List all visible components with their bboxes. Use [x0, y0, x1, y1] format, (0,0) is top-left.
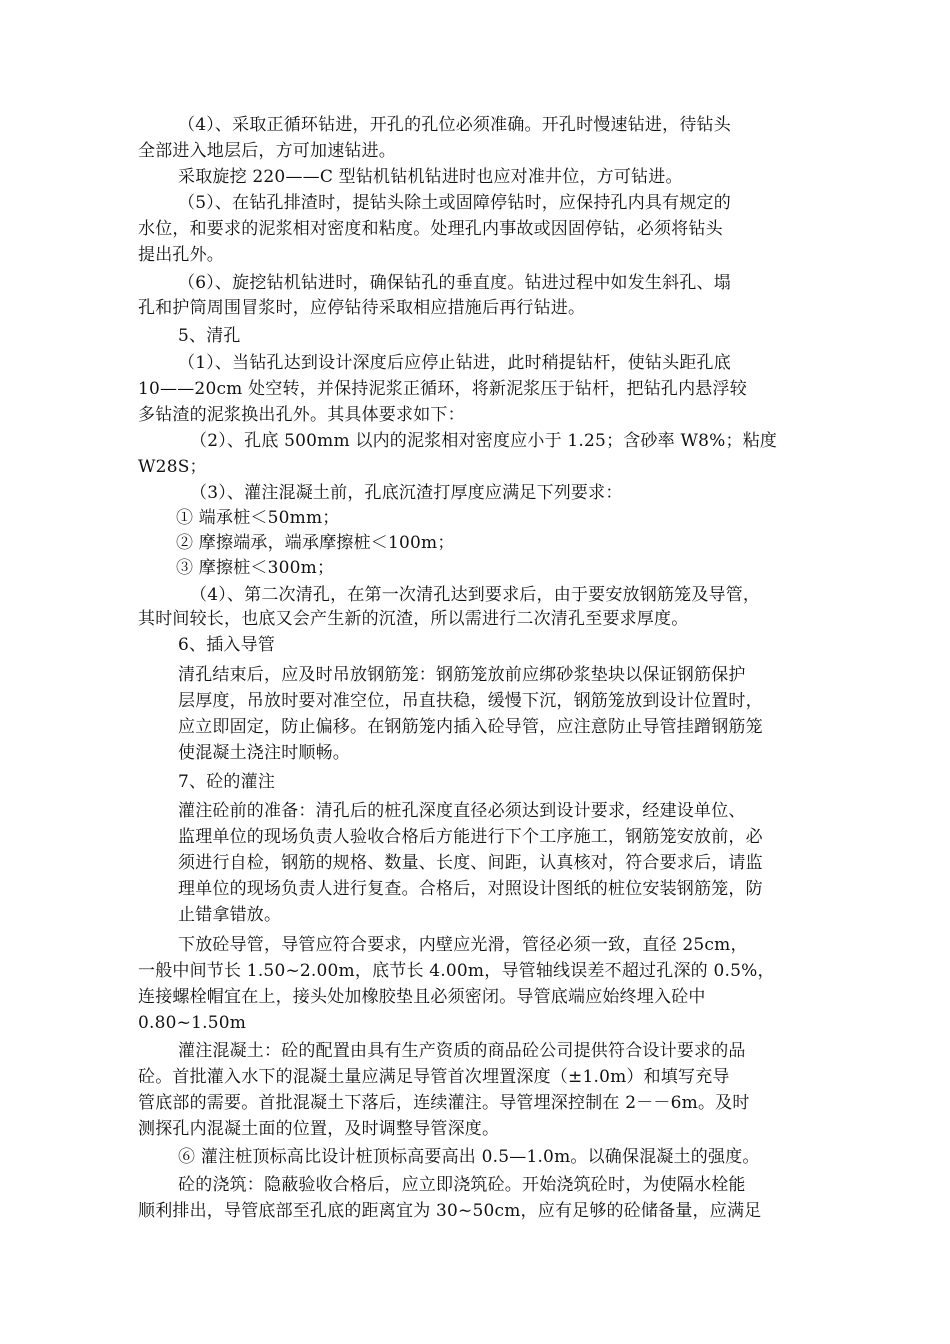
text-line: 多钻渣的泥浆换出孔外。其具体要求如下：: [138, 405, 465, 425]
text-line: 灌注砼前的准备：清孔后的桩孔深度直径必须达到设计要求，经建设单位、: [178, 801, 746, 821]
text-line: （4）、采取正循环钻进，开孔的孔位必须准确。开孔时慢速钻进，待钻头: [178, 115, 731, 135]
text-line: 连接螺栓帽宜在上，接头处加橡胶垫且必须密闭。导管底端应始终埋入砼中: [138, 987, 706, 1007]
text-line: 应立即固定，防止偏移。在钢筋笼内插入砼导管，应注意防止导管挂蹭钢筋笼: [178, 717, 763, 737]
text-line: （3）、灌注混凝土前，孔底沉渣打厚度应满足下列要求：: [190, 483, 623, 503]
list-item: ② 摩擦端承，端承摩擦桩＜100m；: [176, 533, 455, 553]
text-line: 使混凝土浇注时顺畅。: [178, 743, 350, 763]
text-line: 全部进入地层后，方可加速钻进。: [138, 141, 396, 161]
text-line: 水位，和要求的泥浆相对密度和粘度。处理孔内事故或因固停钻，必须将钻头: [138, 219, 723, 239]
section-heading: 7、砼的灌注: [178, 772, 276, 792]
text-line: 止错拿错放。: [178, 905, 282, 925]
text-line: （2）、孔底 500mm 以内的泥浆相对密度应小于 1.25；含砂率 W8%；粘度: [190, 431, 778, 451]
text-line: 0.80~1.50m: [138, 1013, 247, 1033]
text-line: 砼。首批灌入水下的混凝土量应满足导管首次埋置深度（±1.0m）和填写充导: [138, 1067, 730, 1087]
text-line: 层厚度，吊放时要对准空位，吊直扶稳，缓慢下沉，钢筋笼放到设计位置时，: [178, 691, 763, 711]
text-line: 监理单位的现场负责人验收合格后方能进行下个工序施工，钢筋笼安放前，必: [178, 827, 763, 847]
text-line: ⑥ 灌注桩顶标高比设计桩顶标高要高出 0.5—1.0m。以确保混凝土的强度。: [178, 1147, 760, 1167]
text-line: 一般中间节长 1.50~2.00m，底节长 4.00m，导管轴线误差不超过孔深的 0.5%，: [138, 961, 775, 981]
text-line: 须进行自检，钢筋的规格、数量、长度、间距，认真核对，符合要求后，请监: [178, 853, 763, 873]
text-line: 下放砼导管，导管应符合要求，内壁应光滑，管径必须一致，直径 25cm，: [178, 935, 748, 955]
section-heading: 6、插入导管: [178, 635, 276, 655]
section-heading: 5、清孔: [178, 326, 241, 346]
text-line: 理单位的现场负责人进行复查。合格后，对照设计图纸的桩位安装钢筋笼，防: [178, 879, 763, 899]
text-line: 提出孔外。: [138, 245, 224, 265]
text-line: 10——20cm 处空转，并保持泥浆正循环，将新泥浆压于钻杆，把钻孔内悬浮较: [138, 379, 747, 399]
text-line: （5）、在钻孔排渣时，提钻头除土或固障停钻时，应保持孔内具有规定的: [178, 193, 731, 213]
text-line: 孔和护筒周围冒浆时，应停钻待采取相应措施后再行钻进。: [138, 298, 586, 318]
list-item: ③ 摩擦桩＜300m；: [176, 558, 335, 578]
text-line: 管底部的需要。首批混凝土下落后，连续灌注。导管埋深控制在 2－－6m。及时: [138, 1093, 750, 1113]
text-line: 测探孔内混凝土面的位置，及时调整导管深度。: [138, 1119, 500, 1139]
list-item: ① 端承桩＜50mm；: [176, 508, 340, 528]
text-line: W28S；: [138, 457, 207, 477]
text-line: （4）、第二次清孔，在第一次清孔达到要求后，由于要安放钢筋笼及导管，: [190, 585, 761, 605]
text-line: 采取旋挖 220——C 型钻机钻机钻进时也应对准井位，方可钻进。: [178, 167, 683, 187]
text-line: 清孔结束后，应及时吊放钢筋笼：钢筋笼放前应绑砂浆垫块以保证钢筋保护: [178, 665, 746, 685]
text-line: 砼的浇筑：隐蔽验收合格后，应立即浇筑砼。开始浇筑砼时，为使隔水栓能: [178, 1175, 746, 1195]
text-line: 其时间较长，也底又会产生新的沉渣，所以需进行二次清孔至要求厚度。: [138, 609, 689, 629]
text-line: 顺利排出，导管底部至孔底的距离宜为 30~50cm，应有足够的砼储备量，应满足: [138, 1201, 762, 1221]
text-line: （6）、旋挖钻机钻进时，确保钻孔的垂直度。钻进过程中如发生斜孔、塌: [178, 273, 731, 293]
text-line: （1）、当钻孔达到设计深度后应停止钻进，此时稍提钻杆，使钻头距孔底: [178, 353, 731, 373]
text-line: 灌注混凝土：砼的配置由具有生产资质的商品砼公司提供符合设计要求的品: [178, 1041, 746, 1061]
